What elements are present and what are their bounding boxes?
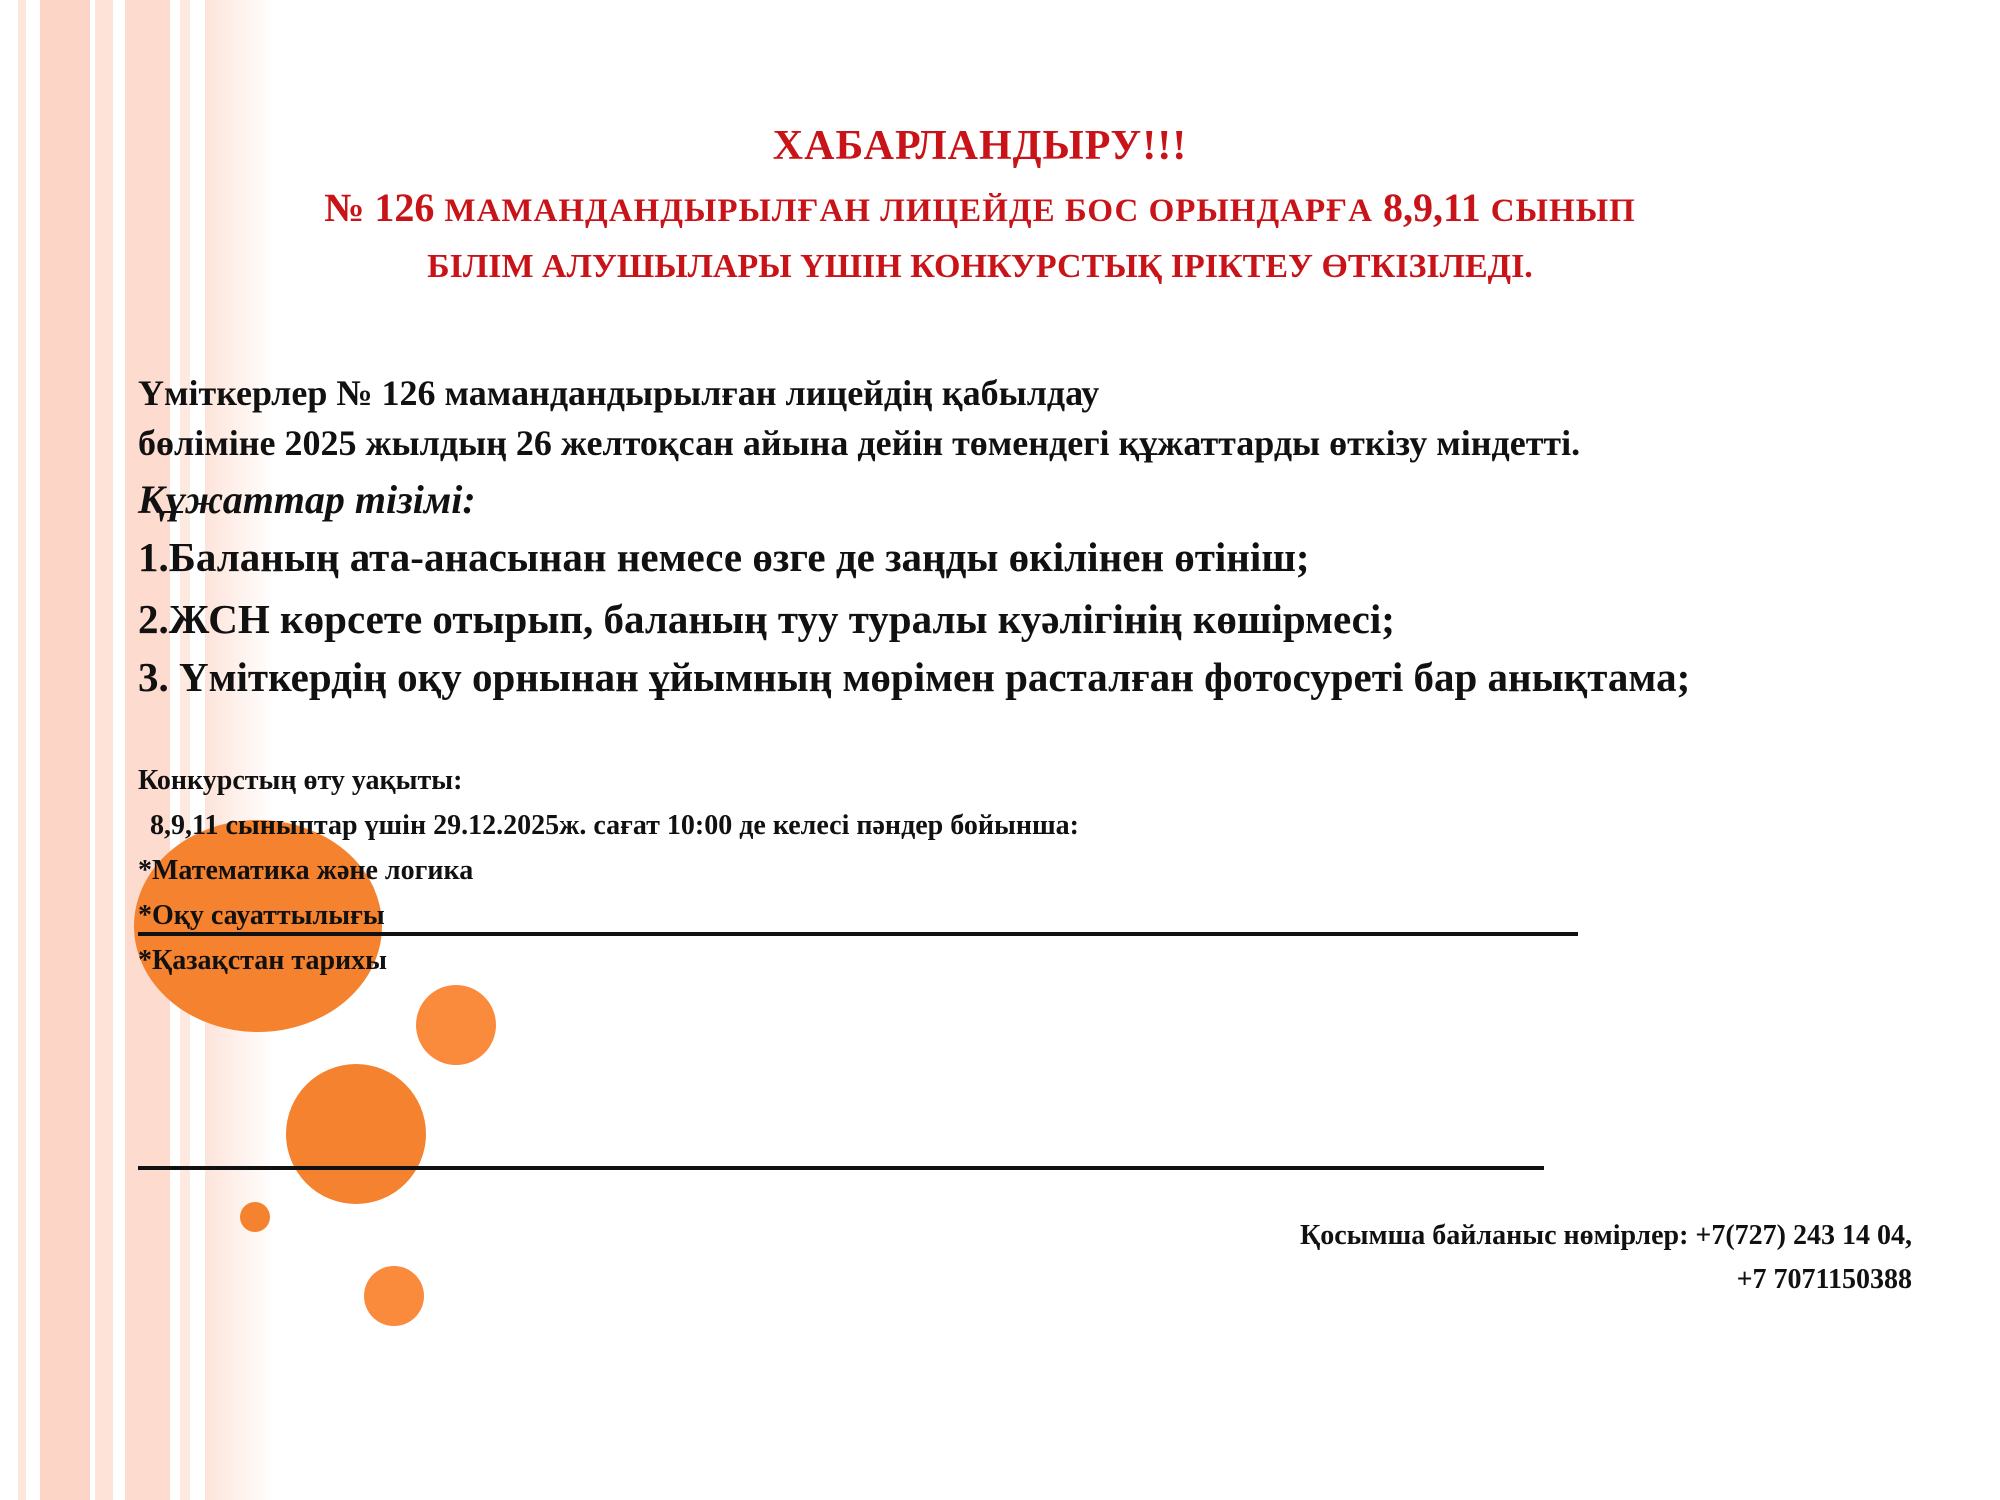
subject-item: *Қазақстан тарихы [138,945,388,976]
decorative-circle [286,1064,426,1204]
decorative-circle [364,1266,424,1326]
intro-line: Үміткерлер № 126 мамандандырылған лицейдің қабылдау [138,373,1100,413]
decorative-circle [416,985,496,1065]
announcement-subtitle-line: БІЛІМ АЛУШЫЛАРЫ ҮШІН КОНКУРСТЫҚ ІРІКТЕУ ӨТКІЗІЛЕДІ. [427,248,1533,285]
document-item: 3. Үміткердің оқу орнынан ұйымның мөрімен расталған фотосуреті бар анықтама; [138,654,1691,700]
stripe [18,0,26,1500]
announcement-title: ХАБАРЛАНДЫРУ!!! [772,123,1188,169]
contact-phone-line: +7 7071150388 [1736,1264,1912,1295]
decorative-circle-small [240,1202,270,1232]
divider-line [138,932,1578,936]
stripe [95,0,113,1500]
contest-schedule: 8,9,11 сыныптар үшін 29.12.2025ж. сағат 10:00 де келесі пәндер бойынша: [150,810,1079,841]
subject-item: *Математика және логика [138,855,474,886]
subtitle-text: СЫНЫП [1490,193,1636,229]
contest-time-label: Конкурстың өту уақыты: [138,765,463,796]
divider-line [138,1166,1544,1170]
lyceum-number: № 126 [324,185,435,230]
subject-item: *Оқу сауаттылығы [138,900,385,931]
stripe [40,0,90,1500]
subtitle-text: МАМАНДАНДЫРЫЛҒАН ЛИЦЕЙДЕ БОС ОРЫНДАРҒА [444,193,1373,229]
contact-phone-line: Қосымша байланыс нөмірлер: +7(727) 243 14 04, [1299,1220,1912,1251]
announcement-subtitle-line [160,184,1800,231]
document-item: 1.Баланың ата-анасынан немесе өзге де заңды өкілінен өтініш; [138,534,1310,580]
intro-paragraph [138,368,1580,468]
document-item: 2.ЖСН көрсете отырып, баланың туу туралы куәлігінің көшірмесі; [138,596,1395,642]
intro-line: бөліміне 2025 жылдың 26 желтоқсан айына дейін төмендегі құжаттарды өткізу міндетті. [138,423,1581,463]
grades: 8,9,11 [1383,185,1481,230]
documents-heading: Құжаттар тізімі: [138,477,476,522]
